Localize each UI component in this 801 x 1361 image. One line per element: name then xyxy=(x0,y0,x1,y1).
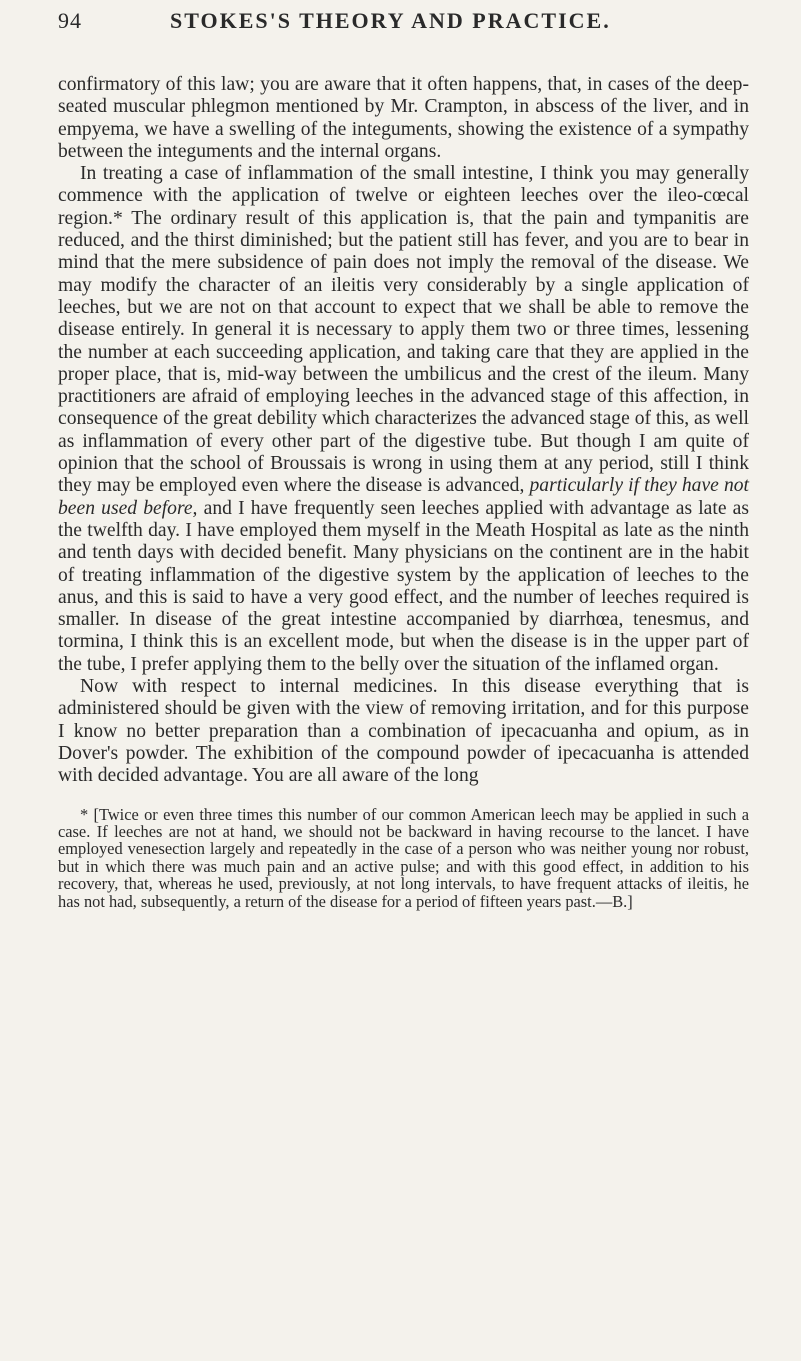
paragraph-internal-medicines: Now with respect to internal medicines. In this disease everything that is administered should be given with the view of removing irritation, and for this purpose I know no better preparation than a combination of ipecacuanha and opium, as in Dover's powder. The exhibition of the compound powder of ipecacuanha is attended with decided advantage. You are all aware of the long xyxy=(58,676,749,787)
paragraph-continued: confirmatory of this law; you are aware that it often happens, that, in cases of the deep-seated muscular phlegmon mentioned by Mr. Crampton, in abscess of the liver, and in empyema, we have a swelling of the integuments, showing the existence of a sympathy between the integuments and the internal organs. xyxy=(58,74,749,162)
paragraph-leeches-part-1: In treating a case of inflammation of the small intestine, I think you may generally commence with the application of twelve or eighteen leeches over the ileo-cœcal region.* The ordinary result of this application is, that the pain and tympanitis are reduced, and the thirst diminished; but the patient still has fever, and you are to bear in mind that the mere subsidence of pain does not imply the removal of the disease. We may modify the character of an ileitis very considerably by a single application of leeches, but we are not on that account to expect that we shall be able to remove the disease entirely. In general it is necessary to apply them two or three times, lessening the number at each succeeding application, and taking care that they are applied in the proper place, that is, mid-way between the umbilicus and the crest of the ileum. Many practitioners are afraid of employing leeches in the advanced stage of this affection, in consequence of the great debility which characterizes the advanced stage of this, as well as inflammation of every other part of the digestive tube. But though I am quite of opinion that the school of Broussais is wrong in using them at any period, still I think they may be employed even where the disease is advanced, xyxy=(58,163,749,497)
paragraph-leeches-part-2: and I have frequently seen leeches applied with advantage as late as the twelfth day. I have employed them myself in the Meath Hospital as late as the ninth and tenth days with decided benefit. Many physicians on the continent are in the habit of treating inflammation of the digestive system by the application of leeches to the anus, and this is said to have a very good effect, and the number of leeches required is smaller. In disease of the great intestine accompanied by diarrhœa, tenesmus, and tormina, I think this is an excellent mode, but when the disease is in the upper part of the tube, I prefer applying them to the belly over the situation of the inflamed organ. xyxy=(58,497,749,675)
footnote xyxy=(58,806,749,910)
italic-emphasis: particularly if they have not been used before, xyxy=(58,475,749,519)
body-text xyxy=(58,74,749,788)
page-number: 94 xyxy=(58,8,82,33)
footnote-text: * [Twice or even three times this number of our common American leech may be applied in such a case. If leeches are not at hand, we should not be backward in having recourse to the lancet. I have employed venesection largely and repeatedly in the case of a person who was neither young nor robust, but in which there was much pain and an active pulse; and with this good effect, in addition to his recovery, that, whereas he used, previously, at not long intervals, to have frequent attacks of ileitis, he has not had, subsequently, a return of the disease for a period of fifteen years past.—B.] xyxy=(58,804,749,911)
running-title: STOKES'S THEORY AND PRACTICE. xyxy=(170,8,611,33)
paragraph-leeches xyxy=(58,163,749,676)
running-head xyxy=(58,8,749,44)
